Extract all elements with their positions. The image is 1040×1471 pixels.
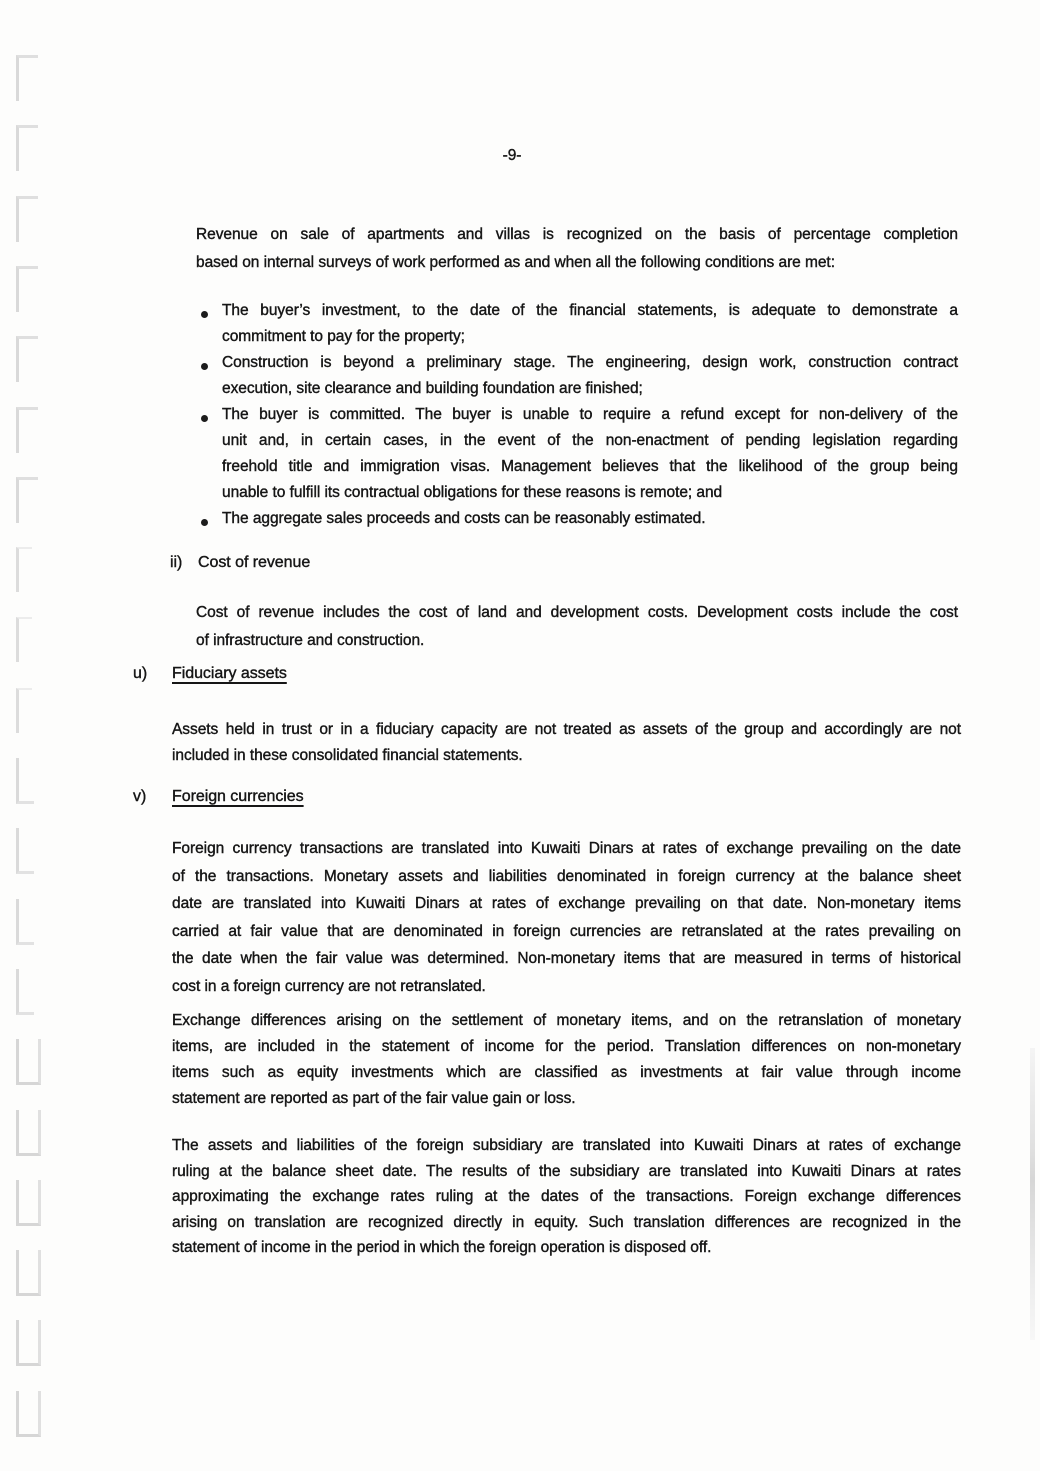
foreign-currencies-paragraph-2 <box>172 1008 961 1112</box>
text-line: Revenue on sale of apartments and villas is recognized on the basis of percentage completion <box>196 226 958 243</box>
text-line: unable to fulfill its contractual obligations for these reasons is remote; and <box>222 484 723 501</box>
section-heading-foreign-currencies <box>133 785 304 809</box>
binding-hole-mark <box>16 1039 41 1085</box>
text-line: The buyer’s investment, to the date of the financial statements, is adequate to demonstrate a <box>222 302 958 319</box>
text-line: carried at fair value that are denominated in foreign currencies are retranslated at the rates prevailing on <box>172 922 961 940</box>
text-line: of infrastructure and construction. <box>196 632 425 649</box>
binding-hole-mark <box>16 1110 41 1156</box>
text-line: The assets and liabilities of the foreign subsidiary are translated into Kuwaiti Dinars at rates of exchange <box>172 1137 961 1154</box>
section-heading-fiduciary-assets <box>133 662 287 686</box>
text-line: statement of income in the period in which the foreign operation is disposed off. <box>172 1239 712 1256</box>
section-marker: u) <box>133 665 148 682</box>
binding-hole-mark <box>16 196 38 242</box>
text-line: items, are included in the statement of income for the period. Translation differences on non-monetary <box>172 1038 961 1055</box>
list-item-text <box>222 298 958 350</box>
intro-paragraph <box>196 221 958 278</box>
text-line: cost in a foreign currency are not retranslated. <box>172 977 486 995</box>
binding-hole-mark <box>16 899 34 945</box>
binding-hole-mark <box>16 1391 41 1437</box>
bullet-icon <box>201 519 208 526</box>
section-title: Cost of revenue <box>198 554 311 571</box>
conditions-list <box>196 298 958 532</box>
text-line: of the transactions. Monetary assets and liabilities denominated in foreign currency at the balance sheet <box>172 867 961 885</box>
bullet-icon <box>201 363 208 370</box>
text-line: arising on translation are recognized directly in equity. Such translation differences are recognized in the <box>172 1213 961 1231</box>
list-item <box>196 506 958 532</box>
binding-hole-mark <box>16 336 38 382</box>
text-line: Exchange differences arising on the settlement of monetary items, and on the retranslation of monetary <box>172 1012 961 1029</box>
binding-hole-mark <box>16 969 34 1015</box>
foreign-currencies-paragraph-3 <box>172 1133 961 1261</box>
list-item-text <box>222 350 958 402</box>
text-line: execution, site clearance and building foundation are finished; <box>222 380 643 397</box>
section-title: Foreign currencies <box>172 788 304 805</box>
text-line: statement are reported as part of the fair value gain or loss. <box>172 1090 576 1107</box>
binding-hole-mark <box>16 1180 41 1226</box>
binding-hole-mark <box>16 477 38 523</box>
list-item-text <box>222 506 958 532</box>
text-line: included in these consolidated financial statements. <box>172 747 523 764</box>
binding-hole-mark <box>16 55 38 101</box>
text-line: Foreign currency transactions are translated into Kuwaiti Dinars at rates of exchange prevailing on the date <box>172 840 961 857</box>
text-line: date are translated into Kuwaiti Dinars at rates of exchange prevailing on that date. Non-monetary items <box>172 895 961 912</box>
binding-hole-mark <box>16 266 38 312</box>
section-marker: ii) <box>170 554 183 571</box>
text-line: commitment to pay for the property; <box>222 328 465 345</box>
text-line: unit and, in certain cases, in the event of the non-enactment of pending legislation regarding <box>222 432 958 449</box>
list-item <box>196 298 958 350</box>
binding-hole-mark <box>16 1250 41 1296</box>
text-line: The buyer is committed. The buyer is unable to require a refund except for non-delivery of the <box>222 406 958 423</box>
text-line: The aggregate sales proceeds and costs can be reasonably estimated. <box>222 510 706 527</box>
foreign-currencies-paragraph-1 <box>172 835 961 1000</box>
text-line: freehold title and immigration visas. Management believes that the likelihood of the group being <box>222 458 958 475</box>
section-marker: v) <box>133 788 147 805</box>
binding-hole-mark <box>16 688 32 733</box>
text-line: approximating the exchange rates ruling at the dates of the transactions. Foreign exchange differences <box>172 1188 961 1205</box>
cost-of-revenue-paragraph <box>196 599 958 655</box>
binding-hole-mark <box>16 407 38 453</box>
text-line: Assets held in trust or in a fiduciary capacity are not treated as assets of the group and accordingly are not <box>172 721 961 738</box>
bullet-icon <box>201 415 208 422</box>
section-heading-cost-of-revenue <box>170 551 310 575</box>
text-line: the date when the fair value was determined. Non-monetary items that are measured in terms of historical <box>172 950 961 967</box>
fiduciary-assets-paragraph <box>172 717 961 769</box>
text-line: based on internal surveys of work performed as and when all the following conditions are met: <box>196 254 835 272</box>
text-line: items such as equity investments which are classified as investments at fair value through income <box>172 1064 961 1081</box>
page-number: -9- <box>502 147 522 164</box>
scan-artifact-right-streak <box>1030 1048 1035 1340</box>
binding-hole-mark <box>16 1320 41 1366</box>
text-line: ruling at the balance sheet date. The results of the subsidiary are translated into Kuwaiti Dinars at rates <box>172 1162 961 1180</box>
binding-hole-mark <box>16 547 32 592</box>
text-line: Construction is beyond a preliminary stage. The engineering, design work, construction contract <box>222 354 958 371</box>
text-line: Cost of revenue includes the cost of land and development costs. Development costs include the cost <box>196 604 958 621</box>
binding-hole-mark <box>16 828 34 874</box>
list-item-text <box>222 402 958 506</box>
list-item <box>196 350 958 402</box>
list-item <box>196 402 958 506</box>
section-title: Fiduciary assets <box>172 665 287 682</box>
binding-hole-mark <box>16 617 32 662</box>
binding-hole-mark <box>16 758 34 804</box>
bullet-icon <box>201 311 208 318</box>
